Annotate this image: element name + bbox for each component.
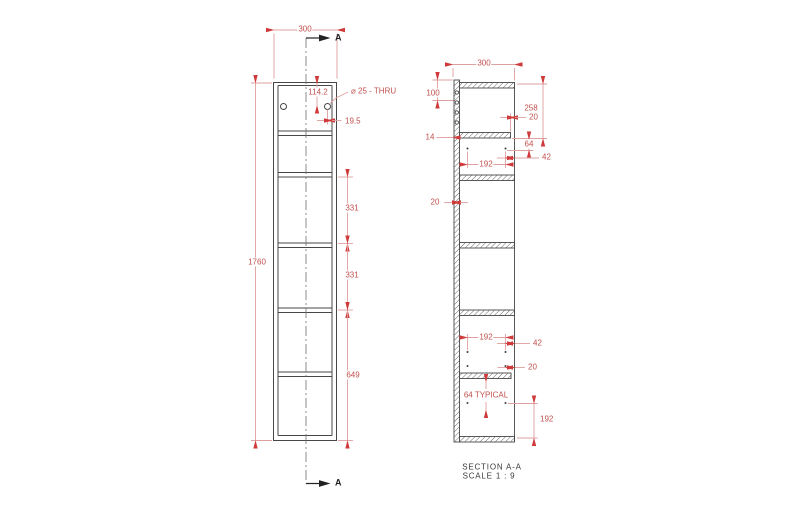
dim-section-hole-span-mid: 192	[479, 332, 493, 342]
dim-front-shelf-gap-2: 331	[345, 270, 359, 280]
dim-section-top-bay: 258	[524, 103, 538, 113]
dim-section-wall-thickness: 20	[430, 197, 440, 207]
section-cut-arrow-top-icon	[306, 35, 331, 42]
dim-section-top-offset: 100	[426, 88, 440, 98]
front-hole-right	[325, 104, 331, 110]
dim-section-setback-top: 20	[529, 112, 538, 122]
dim-section-width: 300	[477, 58, 491, 68]
dim-section-hole-drop: 64	[524, 139, 534, 149]
front-view-geometry	[274, 83, 337, 441]
front-hole-left	[281, 104, 287, 110]
dim-section-hole-span-top: 192	[479, 159, 493, 169]
dim-section-typical: 64 TYPICAL	[463, 390, 509, 400]
section-label-a-top: A	[335, 32, 342, 43]
dim-front-bottom-gap: 649	[346, 370, 360, 380]
dim-section-back-thickness: 14	[425, 132, 435, 142]
section-pin-holes	[467, 148, 507, 405]
section-caption-title: SECTION A-A	[462, 462, 522, 472]
section-view-geometry	[454, 80, 515, 442]
dim-section-hole-front-mid: 42	[533, 338, 542, 348]
section-caption-scale: SCALE 1 : 9	[462, 471, 516, 481]
dim-front-width: 300	[298, 24, 312, 34]
section-cut-arrow-bottom-icon	[306, 480, 331, 487]
section-label-a-bottom: A	[335, 477, 342, 488]
dim-section-hole-front-top: 42	[542, 152, 551, 162]
dim-front-hole-height: 114.2	[308, 87, 328, 97]
dim-front-shelf-gap-1: 331	[345, 203, 359, 213]
dim-front-height: 1760	[248, 257, 266, 267]
hole-thru-note: ⌀ 25 - THRU	[351, 86, 397, 96]
dim-front-hole-inset: 19.5	[345, 116, 361, 126]
dim-section-setback-bottom: 20	[528, 362, 537, 372]
section-back-panel	[454, 80, 460, 442]
dim-section-bottom-span: 192	[540, 414, 554, 424]
